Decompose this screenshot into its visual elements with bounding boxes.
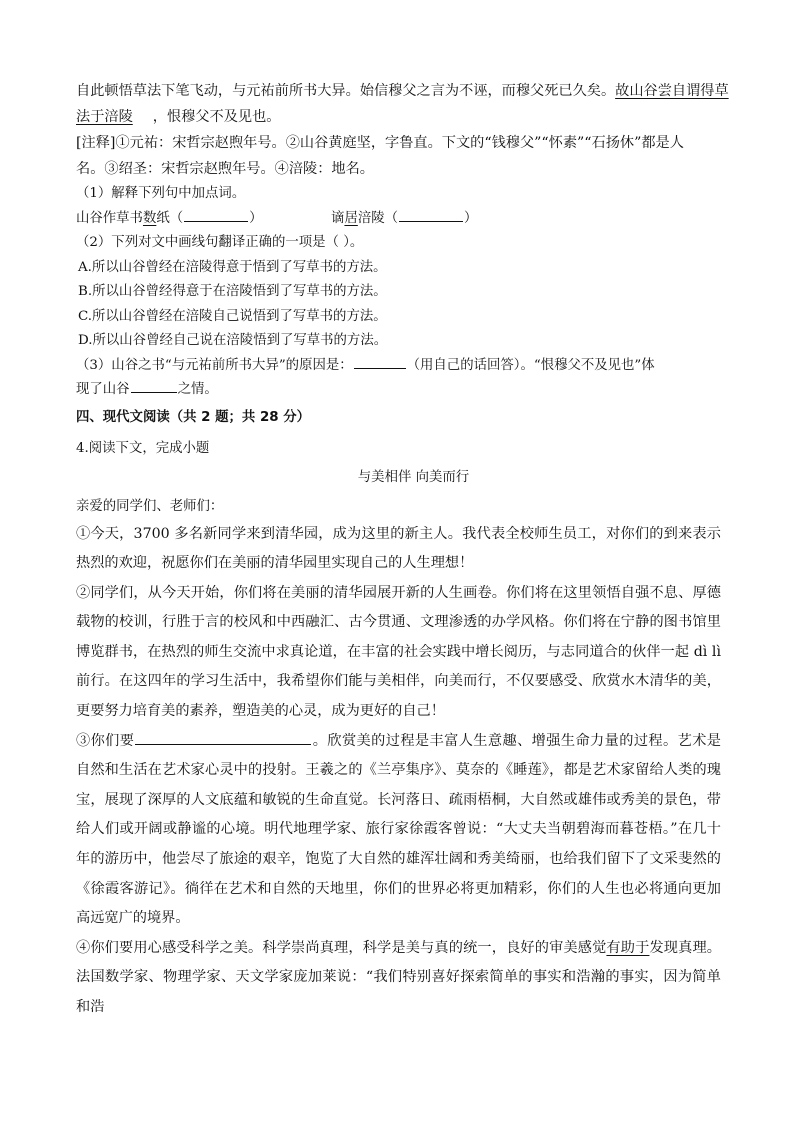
dotted-word-a: 数 — [142, 210, 157, 226]
paragraph-3: ③你们要 。欣赏美的过程是丰富人生意趣、增强生命力量的过程。艺术是自然和生活在艺术家心灵中的投射。王羲之的《兰亭集序》、莫奈的《睡莲》，都是艺术家留给人类的瑰宝，展现了深厚的人文底蕴和敏锐的生命直觉。长河落日、疏雨梧桐，大自然或雄伟或秀美的景色，带给人们或开阔或静谧的心境。明代地理学家、旅行家徐霞客曾说：“大丈夫当朝碧海而暮苍梧。”在几十年的游历中，他尝尽了旅途的艰辛，饱览了大自然的雄浑壮阔和秀美绮丽，也给我们留下了文采斐然的《徐霞客游记》。徜徉在艺术和自然的天地里，你们的世界必将更加精彩，你们的人生也必将通向更加高远宽广的境界。 — [76, 727, 721, 934]
answer-blank-a[interactable] — [184, 207, 248, 222]
greeting: 亲爱的同学们、老师们： — [76, 499, 224, 514]
question-3-line-1: （3）山谷之书“与元祐前所书大异”的原因是： （用自己的话回答）。“恨穆父不及见也”体 — [76, 354, 721, 379]
paragraph-2: ②同学们，从今天开始，你们将在美丽的清华园展开新的人生画卷。你们将在这里领悟自强不息、厚德载物的校训，行胜于言的校风和中西融汇、古今贯通、文理渗透的办学风格。你们将在宁静的图书馆里博览群书，在热烈的师生交流中求真论道，在丰富的社会实践中增长阅历，与志同道合的伙伴一起 dì lì 前行。在这四年的学习生活中，我希望你们能与美相伴，向美而行，不仅要感受、欣赏水木清华的美，更要努力培育美的素养，塑造美的心灵，成为更好的自己！ — [76, 584, 721, 720]
paragraph-4: ④你们要用心感受科学之美。科学崇尚真理，科学是美与真的统一，良好的审美感觉有助于发现真理。法国数学家、物理学家、天文学家庞加莱说：“我们特别喜好探索简单的事实和浩瀚的事实，因为简单和浩 — [76, 939, 721, 1015]
question-1-items — [76, 207, 721, 232]
question-3-line-2: 现了山谷 之情。 — [76, 378, 721, 403]
intro-line-1 — [76, 78, 729, 104]
dotted-word-b: 居 — [344, 210, 358, 226]
answer-blank-reason[interactable] — [354, 354, 406, 369]
paragraph-1: ①今天，3700 多名新同学来到清华园，成为这里的新主人。我代表全校师生员工，对你们的到来表示热烈的欢迎，祝愿你们在美丽的清华园里实现自己的人生理想！ — [76, 525, 721, 572]
question-2-prompt: （2）下列对文中画线句翻译正确的一项是（ ）。 — [76, 235, 364, 250]
q2-option-c[interactable]: C.所以山谷曾经在涪陵自己说悟到了写草书的方法。 — [78, 308, 387, 324]
intro-line-2 — [76, 104, 721, 130]
answer-blank-feeling[interactable] — [131, 378, 177, 393]
document-page — [76, 78, 729, 1023]
q2-option-d[interactable]: D.所以山谷曾经自己说在涪陵悟到了写草书的方法。 — [78, 333, 388, 348]
article-title: 与美相伴 向美而行 — [357, 470, 470, 485]
q1-item-b: 谪居涪陵（ ） — [331, 211, 477, 226]
question-4-heading: 4.阅读下文，完成小题 — [76, 440, 210, 456]
underlined-sentence-part-1: 故山谷尝自谓得草 — [615, 83, 729, 99]
intro-text-end: ，恨穆父不及见也。 — [152, 109, 281, 125]
q1-item-a: 山谷作草书数纸（ ） — [76, 211, 267, 226]
answer-blank-b[interactable] — [399, 207, 463, 222]
notes-line-1: [注释]①元祐：宋哲宗赵煦年号。②山谷黄庭坚，字鲁直。下文的“钱穆父”“怀素”“石扬休”都是人 — [76, 135, 684, 151]
answer-blank-p3[interactable] — [135, 730, 311, 745]
underlined-sentence-part-2: 法于涪陵 — [76, 109, 133, 125]
question-1-prompt: （1）解释下列句中加点词。 — [76, 186, 246, 201]
intro-text: 自此顿悟草法下笔飞动，与元祐前所书大异。始信穆父之言为不诬，而穆父死已久矣。 — [76, 83, 616, 99]
section-title: 四、现代文阅读（共 2 题；共 28 分） — [76, 409, 311, 425]
notes-line-2: 名。③绍圣：宋哲宗赵煦年号。④涪陵：地名。 — [76, 161, 374, 177]
q2-option-b[interactable]: B.所以山谷曾经得意于在涪陵悟到了写草书的方法。 — [78, 284, 387, 299]
q2-option-a[interactable]: A.所以山谷曾经在涪陵得意于悟到了写草书的方法。 — [78, 259, 387, 275]
underlined-phrase: 有助于 — [606, 939, 650, 956]
